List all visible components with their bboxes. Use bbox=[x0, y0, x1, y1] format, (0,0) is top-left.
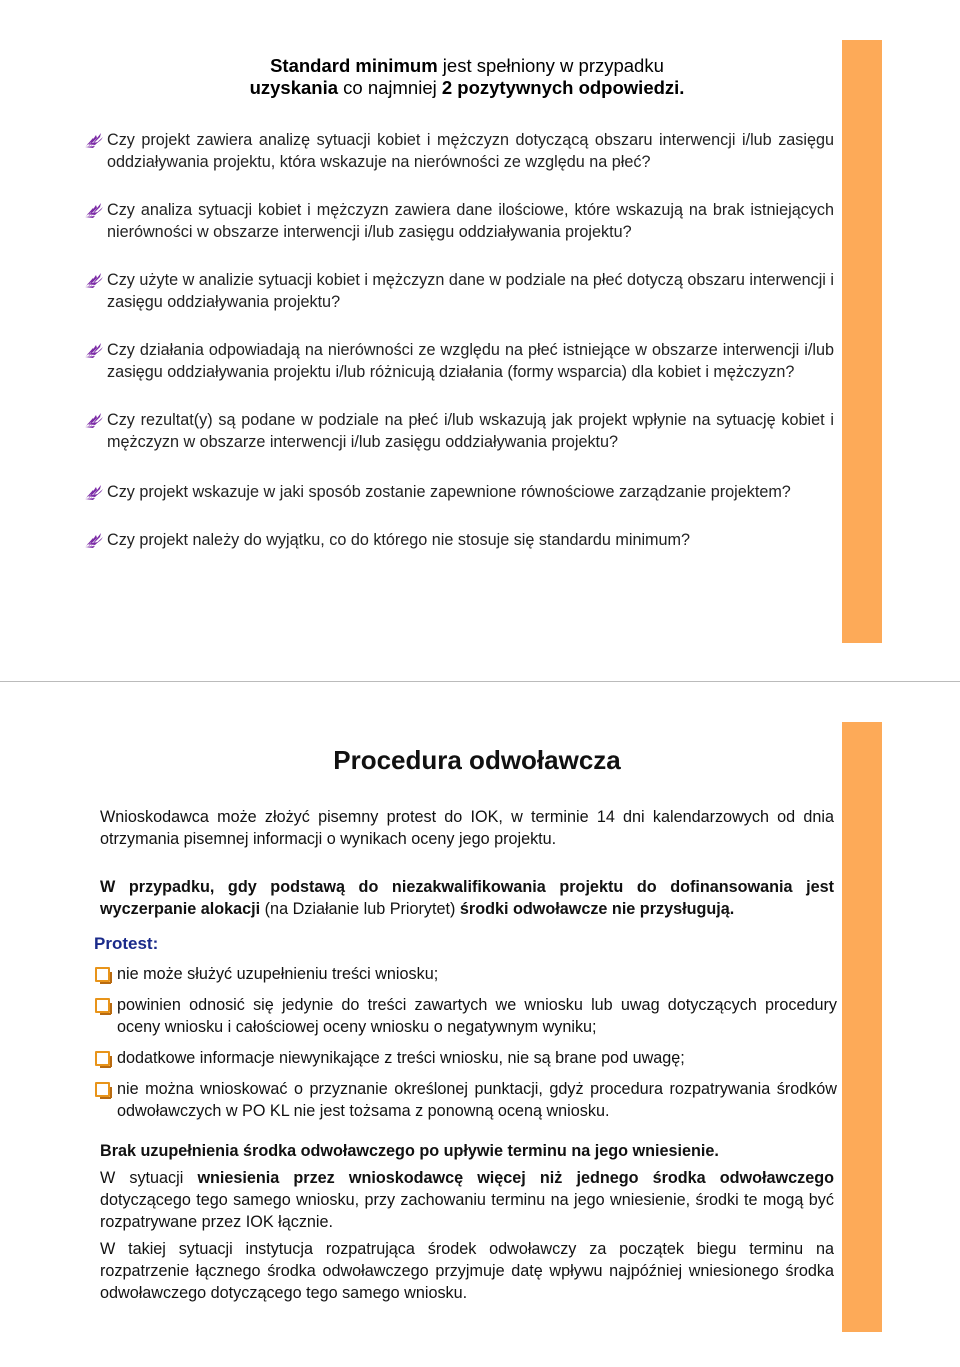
criterion-text: Czy działania odpowiadają na nierówności ze względu na płeć istniejące w obszarze interwencji i/lub zasięgu oddziaływania projektu i/lub różnicują działania (formy wsparcia) dla kobiet i mężczyzn? bbox=[107, 341, 834, 381]
star-burst-icon bbox=[84, 532, 104, 548]
criterion-text: Czy analiza sytuacji kobiet i mężczyzn zawiera dane ilościowe, które wskazują na brak istniejących nierówności w obszarze interwencji i/lub zasięgu oddziaływania projektu? bbox=[107, 201, 834, 241]
intro-paragraph: Wnioskodawca może złożyć pisemny protest do IOK, w terminie 14 dni kalendarzowych od dnia otrzymania pisemnej informacji o wynikach oceny jego projektu. bbox=[100, 808, 834, 848]
accent-bar bbox=[842, 722, 882, 1332]
criterion-text: Czy projekt wskazuje w jaki sposób zostanie zapewnione równościowe zarządzanie projektem? bbox=[107, 483, 791, 501]
star-burst-icon bbox=[84, 484, 104, 500]
criterion-item bbox=[84, 129, 834, 173]
allocation-normal: (na Działanie lub Priorytet) bbox=[260, 900, 460, 918]
criteria-list bbox=[84, 129, 834, 577]
criterion-item bbox=[84, 339, 834, 383]
protest-item-text: powinien odnosić się jedynie do treści zawartych we wniosku lub uwag dotyczących procedury oceny wniosku i całościowej oceny wniosku o negatywnym wyniku; bbox=[117, 996, 837, 1036]
protest-item bbox=[95, 1047, 837, 1069]
accent-bar bbox=[842, 40, 882, 643]
criterion-text: Czy projekt zawiera analizę sytuacji kobiet i mężczyzn dotyczącą obszaru interwencji i/lub zasięgu oddziaływania projektu, która wskazuje na nierówności ze względu na płeć? bbox=[107, 131, 834, 171]
protest-item-text: nie można wnioskować o przyznanie określonej punktacji, gdyż procedura rozpatrywania środków odwoławczych w PO KL nie jest tożsama z ponowną oceną wniosku. bbox=[117, 1080, 837, 1120]
checkbox-icon bbox=[95, 1082, 110, 1097]
protest-item-text: dodatkowe informacje niewynikające z treści wniosku, nie są brane pod uwagę; bbox=[117, 1049, 685, 1067]
criterion-item bbox=[84, 199, 834, 243]
criterion-text: Czy rezultat(y) są podane w podziale na płeć i/lub wskazują jak projekt wpłynie na sytuację kobiet i mężczyzn w obszarze interwencji i/lub zasięgu oddziaływania projektu? bbox=[107, 411, 834, 451]
protest-item bbox=[95, 963, 837, 985]
slide-title: Procedura odwoławcza bbox=[333, 745, 621, 775]
allocation-bold-1: W przypadku, gdy podstawą do niezakwalifikowania projektu do dofinansowania jest wyczerpanie alokacji bbox=[100, 878, 834, 918]
slide-procedura-odwolawcza bbox=[0, 684, 960, 1367]
protest-item-text: nie może służyć uzupełnieniu treści wniosku; bbox=[117, 965, 439, 983]
final-paragraph: W takiej sytuacji instytucja rozpatrująca środek odwoławczy za początek biegu terminu na rozpatrzenie łącznego środka odwoławczego przyjmuje datę wpływu najpóźniej wniesionego środka odwoławczego dotyczącego tego samego wniosku. bbox=[100, 1240, 834, 1302]
star-burst-icon bbox=[84, 272, 104, 288]
criterion-item bbox=[84, 529, 834, 551]
title-normal-1: jest spełniony w przypadku bbox=[437, 55, 664, 76]
checkbox-icon bbox=[95, 998, 110, 1013]
star-burst-icon bbox=[84, 412, 104, 428]
allocation-paragraph bbox=[100, 876, 834, 920]
title-normal-2: co najmniej bbox=[338, 77, 442, 98]
situation-paragraph bbox=[100, 1167, 834, 1233]
situation-bold: wniesienia przez wnioskodawcę więcej niż jednego środka odwoławczego bbox=[197, 1169, 834, 1187]
criterion-text: Czy użyte w analizie sytuacji kobiet i mężczyzn dane w podziale na płeć dotyczą obszaru interwencji i zasięgu oddziaływania projektu? bbox=[107, 271, 834, 311]
title-bold-2: uzyskania bbox=[249, 77, 338, 98]
star-burst-icon bbox=[84, 342, 104, 358]
checkbox-icon bbox=[95, 967, 110, 982]
slide-title bbox=[100, 55, 834, 99]
situation-normal-2: dotyczącego tego samego wniosku, przy zachowaniu terminu na jego wniesienie, środki te mogą być rozpatrywane przez IOK łącznie. bbox=[100, 1191, 834, 1231]
brak-heading-text: Brak uzupełnienia środka odwoławczego po upływie terminu na jego wniesienie. bbox=[100, 1142, 719, 1160]
protest-list bbox=[95, 963, 837, 1131]
criterion-item bbox=[84, 481, 834, 503]
protest-item bbox=[95, 1078, 837, 1122]
star-burst-icon bbox=[84, 132, 104, 148]
protest-label: Protest: bbox=[94, 934, 159, 953]
allocation-bold-2: środki odwoławcze nie przysługują. bbox=[459, 900, 735, 918]
title-bold-3: 2 pozytywnych odpowiedzi. bbox=[441, 77, 685, 98]
criterion-item bbox=[84, 269, 834, 313]
criterion-item bbox=[84, 409, 834, 453]
slide-standard-minimum bbox=[0, 0, 960, 680]
checkbox-icon bbox=[95, 1051, 110, 1066]
situation-normal-1: W sytuacji bbox=[100, 1169, 198, 1187]
brak-heading bbox=[100, 1140, 834, 1162]
page-divider bbox=[0, 681, 960, 682]
protest-item bbox=[95, 994, 837, 1038]
criterion-text: Czy projekt należy do wyjątku, co do którego nie stosuje się standardu minimum? bbox=[107, 531, 691, 549]
star-burst-icon bbox=[84, 202, 104, 218]
title-bold-1: Standard minimum bbox=[270, 55, 438, 76]
